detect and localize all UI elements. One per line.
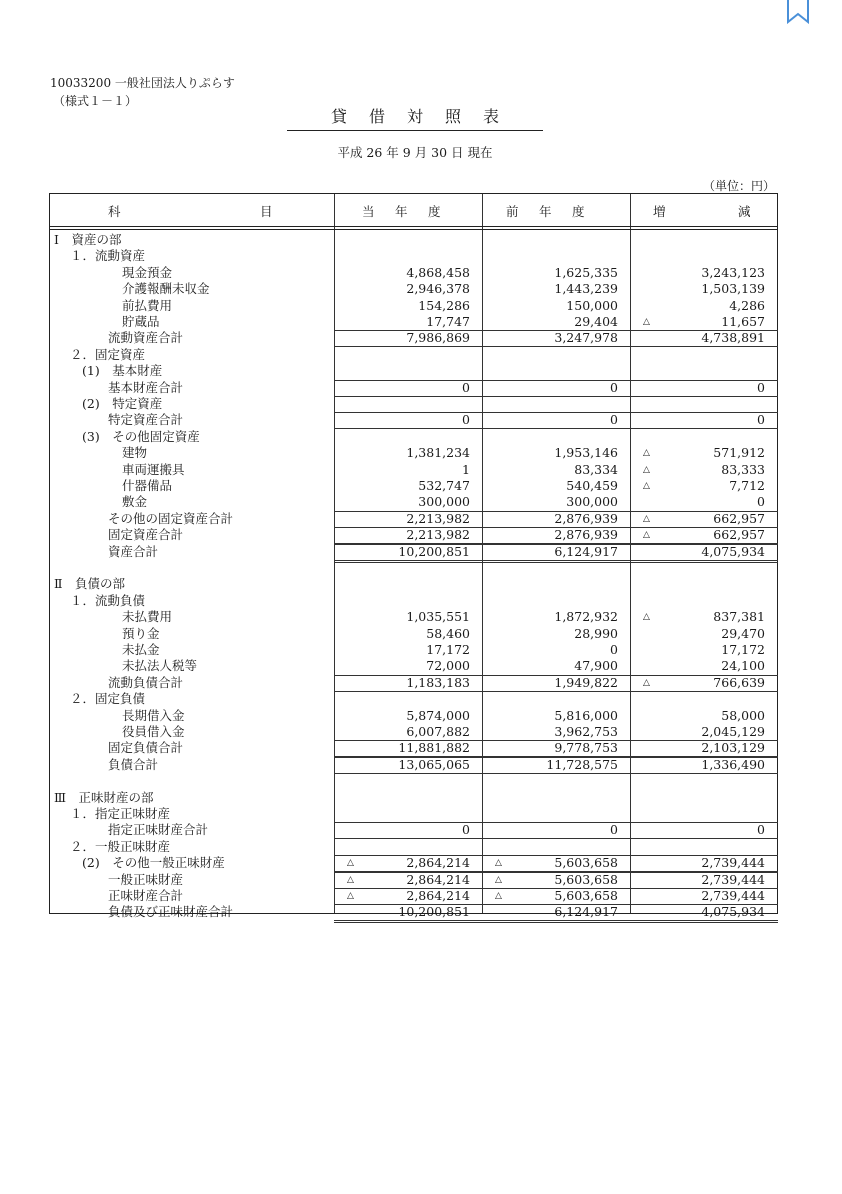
previous-value: 5,603,658 xyxy=(554,888,618,903)
table-row xyxy=(50,904,779,920)
current-value: 2,864,214 xyxy=(406,871,470,887)
total-rule xyxy=(482,822,630,823)
negative-marker: △ xyxy=(643,530,650,541)
currency-unit: （単位：円） xyxy=(702,179,775,193)
change-value: 2,739,444 xyxy=(701,888,765,903)
total-rule xyxy=(482,757,630,758)
change-value: 662,957 xyxy=(713,527,765,543)
table-row xyxy=(50,806,779,822)
current-value: 10,200,851 xyxy=(398,904,470,920)
current-value: 1,035,551 xyxy=(406,609,470,625)
row-label: (2) その他一般正味財産 xyxy=(82,855,225,871)
change-value: 58,000 xyxy=(721,707,765,723)
bookmark-icon[interactable] xyxy=(786,0,810,24)
change-value: 0 xyxy=(757,379,765,395)
previous-value: 1,625,335 xyxy=(554,264,618,280)
negative-marker: △ xyxy=(643,464,650,475)
current-value: 532,747 xyxy=(418,478,470,493)
table-row xyxy=(50,363,779,379)
change-value: 3,243,123 xyxy=(701,264,765,280)
table-row xyxy=(50,494,779,510)
change-value: 1,336,490 xyxy=(701,756,765,772)
total-rule xyxy=(334,888,482,889)
table-row xyxy=(50,281,779,297)
table-row xyxy=(50,380,779,396)
total-rule xyxy=(334,740,482,741)
table-row xyxy=(50,478,779,494)
total-rule xyxy=(482,675,630,676)
change-value: 4,286 xyxy=(729,297,765,313)
current-value: 154,286 xyxy=(418,297,470,313)
previous-value: 5,816,000 xyxy=(554,707,618,723)
total-rule xyxy=(482,904,630,905)
previous-value: 300,000 xyxy=(566,494,618,510)
table-row xyxy=(50,724,779,740)
previous-value: 28,990 xyxy=(574,625,618,641)
blank-row xyxy=(50,773,779,789)
previous-value: 83,334 xyxy=(574,461,618,477)
row-label: 役員借入金 xyxy=(122,724,185,739)
current-value: 0 xyxy=(462,379,470,395)
row-label: 什器備品 xyxy=(122,478,173,493)
change-value: 83,333 xyxy=(721,461,765,477)
row-label: ２．固定資産 xyxy=(70,346,146,362)
header-subject-2: 目 xyxy=(260,204,273,219)
table-row xyxy=(50,511,779,527)
previous-value: 6,124,917 xyxy=(554,904,618,920)
table-row xyxy=(50,839,779,855)
row-label: 正味財産合計 xyxy=(108,888,184,903)
previous-value: 0 xyxy=(610,822,618,838)
current-value: 2,864,214 xyxy=(406,855,470,871)
negative-marker: △ xyxy=(643,612,650,623)
row-label: (3) その他固定資産 xyxy=(82,428,200,444)
current-value: 4,868,458 xyxy=(406,264,470,280)
total-rule xyxy=(482,511,630,512)
row-label: ２．一般正味財産 xyxy=(70,838,171,854)
total-rule xyxy=(334,544,482,545)
row-label: 車両運搬具 xyxy=(122,461,185,477)
table-row xyxy=(50,429,779,445)
negative-marker: △ xyxy=(643,513,650,524)
header-subject: 科 xyxy=(108,204,121,219)
total-rule xyxy=(630,904,778,905)
header-change-a: 増 xyxy=(653,204,666,219)
report-date: 平成 26 年 9 月 30 日 現在 xyxy=(337,145,493,160)
previous-value: 0 xyxy=(610,379,618,395)
table-row xyxy=(50,757,779,773)
table-row xyxy=(50,527,779,543)
current-value: 1,381,234 xyxy=(406,445,470,461)
document-title: 貸借対照表 xyxy=(287,106,543,131)
total-rule xyxy=(630,872,778,873)
organization-line: 10033200 一般社団法人りぷらす xyxy=(50,76,235,90)
table-row xyxy=(50,872,779,888)
current-value: 13,065,065 xyxy=(398,756,470,772)
total-rule xyxy=(482,888,630,889)
previous-value: 1,443,239 xyxy=(554,281,618,297)
table-row xyxy=(50,330,779,346)
current-value: 2,946,378 xyxy=(406,281,470,297)
current-value: 58,460 xyxy=(426,625,470,641)
current-value: 1,183,183 xyxy=(406,674,470,690)
row-label: 基本財産合計 xyxy=(108,379,184,395)
table-row xyxy=(50,691,779,707)
total-rule xyxy=(630,888,778,889)
header-previous-year: 前 年 度 xyxy=(506,204,589,219)
table-row xyxy=(50,790,779,806)
previous-value: 2,876,939 xyxy=(554,527,618,543)
total-rule xyxy=(334,527,482,528)
total-rule xyxy=(482,920,630,921)
total-rule xyxy=(482,740,630,741)
row-label: 流動負債合計 xyxy=(108,674,184,690)
row-label: 資産合計 xyxy=(108,543,159,559)
negative-marker: △ xyxy=(643,448,650,459)
previous-value: 47,900 xyxy=(574,658,618,674)
total-rule xyxy=(334,675,482,676)
change-value: 4,738,891 xyxy=(701,330,765,346)
table-row xyxy=(50,347,779,363)
total-rule xyxy=(630,412,778,413)
table-row xyxy=(50,298,779,314)
change-value: 0 xyxy=(757,822,765,838)
change-value: 29,470 xyxy=(721,625,765,641)
row-label: 未払金 xyxy=(122,642,160,657)
row-label: 固定資産合計 xyxy=(108,527,184,543)
table-row xyxy=(50,740,779,756)
row-label: Ⅰ 資産の部 xyxy=(54,232,122,247)
current-value: 1 xyxy=(462,461,470,477)
total-rule xyxy=(630,920,778,921)
negative-marker: △ xyxy=(495,891,502,901)
current-value: 2,864,214 xyxy=(406,888,470,903)
row-label: 特定資産合計 xyxy=(108,412,184,428)
current-value: 2,213,982 xyxy=(406,510,470,526)
previous-value: 29,404 xyxy=(574,314,618,329)
table-row xyxy=(50,265,779,281)
current-value: 6,007,882 xyxy=(406,724,470,739)
row-label: (1) 基本財産 xyxy=(82,363,163,379)
change-value: 0 xyxy=(757,412,765,428)
row-label: 未払法人税等 xyxy=(122,658,198,674)
double-total-rule xyxy=(482,922,630,923)
table-row xyxy=(50,708,779,724)
current-value: 0 xyxy=(462,822,470,838)
total-rule xyxy=(334,920,482,921)
change-value: 24,100 xyxy=(721,658,765,674)
balance-sheet-table xyxy=(49,193,778,920)
change-value: 1,503,139 xyxy=(701,281,765,297)
total-rule xyxy=(482,872,630,873)
negative-marker: △ xyxy=(347,874,354,885)
total-rule xyxy=(630,740,778,741)
row-label: 固定負債合計 xyxy=(108,740,184,756)
total-rule xyxy=(482,412,630,413)
row-label: 建物 xyxy=(122,445,148,461)
table-row xyxy=(50,855,779,871)
previous-value: 0 xyxy=(610,642,618,657)
row-label: １．流動負債 xyxy=(70,592,146,608)
previous-value: 3,962,753 xyxy=(554,724,618,739)
total-rule xyxy=(630,757,778,758)
previous-value: 3,247,978 xyxy=(554,330,618,346)
header-change-b: 減 xyxy=(738,204,751,219)
row-label: 未払費用 xyxy=(122,609,173,625)
current-value: 5,874,000 xyxy=(406,707,470,723)
row-label: 指定正味財産合計 xyxy=(108,822,209,838)
negative-marker: △ xyxy=(643,677,650,688)
change-value: 2,045,129 xyxy=(701,724,765,739)
row-label: 前払費用 xyxy=(122,297,173,313)
change-value: 4,075,934 xyxy=(701,904,765,920)
current-value: 17,747 xyxy=(426,314,470,329)
total-rule xyxy=(482,330,630,331)
table-row xyxy=(50,544,779,560)
row-label: (2) 特定資産 xyxy=(82,396,163,411)
previous-value: 1,953,146 xyxy=(554,445,618,461)
table-row xyxy=(50,412,779,428)
previous-value: 6,124,917 xyxy=(554,543,618,559)
header-rule xyxy=(50,229,777,230)
total-rule xyxy=(482,527,630,528)
change-value: 17,172 xyxy=(721,642,765,657)
current-value: 2,213,982 xyxy=(406,527,470,543)
current-value: 72,000 xyxy=(426,658,470,674)
negative-marker: △ xyxy=(495,874,502,885)
total-rule xyxy=(482,855,630,856)
total-rule xyxy=(334,330,482,331)
table-row xyxy=(50,822,779,838)
total-rule xyxy=(630,527,778,528)
change-value: 11,657 xyxy=(721,314,765,329)
change-value: 0 xyxy=(757,494,765,510)
current-value: 11,881,882 xyxy=(398,740,470,756)
row-label: Ⅱ 負債の部 xyxy=(54,576,125,592)
total-rule xyxy=(630,544,778,545)
total-rule xyxy=(630,511,778,512)
row-label: 介護報酬未収金 xyxy=(122,281,210,297)
row-label: 長期借入金 xyxy=(122,707,185,723)
previous-value: 540,459 xyxy=(566,478,618,493)
total-rule xyxy=(630,330,778,331)
table-row xyxy=(50,232,779,248)
table-row xyxy=(50,675,779,691)
header-current-year: 当 年 度 xyxy=(362,204,445,219)
previous-value: 9,778,753 xyxy=(554,740,618,756)
double-total-rule xyxy=(334,922,482,923)
current-value: 10,200,851 xyxy=(398,543,470,559)
table-row xyxy=(50,642,779,658)
row-label: 預り金 xyxy=(122,625,160,641)
current-value: 300,000 xyxy=(418,494,470,510)
total-rule xyxy=(630,855,778,856)
previous-value: 1,949,822 xyxy=(554,674,618,690)
table-row xyxy=(50,462,779,478)
total-rule xyxy=(482,544,630,545)
blank-row xyxy=(50,560,779,576)
change-value: 2,103,129 xyxy=(701,740,765,756)
negative-marker: △ xyxy=(347,858,354,869)
change-value: 837,381 xyxy=(713,609,765,625)
row-label: その他の固定資産合計 xyxy=(108,510,234,526)
row-label: ２．固定負債 xyxy=(70,691,146,707)
total-rule xyxy=(334,757,482,758)
change-value: 2,739,444 xyxy=(701,855,765,871)
row-label: Ⅲ 正味財産の部 xyxy=(54,789,154,805)
table-row xyxy=(50,396,779,412)
total-rule xyxy=(630,380,778,381)
previous-value: 5,603,658 xyxy=(554,855,618,871)
row-label: 一般正味財産 xyxy=(108,871,184,887)
row-label: 負債及び正味財産合計 xyxy=(108,904,234,920)
total-rule xyxy=(630,675,778,676)
table-row xyxy=(50,888,779,904)
current-value: 17,172 xyxy=(426,642,470,657)
previous-value: 5,603,658 xyxy=(554,871,618,887)
change-value: 2,739,444 xyxy=(701,871,765,887)
total-rule xyxy=(334,872,482,873)
table-row xyxy=(50,248,779,264)
previous-value: 150,000 xyxy=(566,297,618,313)
table-row xyxy=(50,593,779,609)
row-label: 現金預金 xyxy=(122,264,173,280)
current-value: 7,986,869 xyxy=(406,330,470,346)
row-label: １．指定正味財産 xyxy=(70,806,171,821)
total-rule xyxy=(334,904,482,905)
table-row xyxy=(50,445,779,461)
table-row xyxy=(50,314,779,330)
table-row xyxy=(50,658,779,674)
row-label: 貯蔵品 xyxy=(122,314,160,329)
previous-value: 0 xyxy=(610,412,618,428)
change-value: 662,957 xyxy=(713,510,765,526)
total-rule xyxy=(334,511,482,512)
double-total-rule xyxy=(630,922,778,923)
row-label: １．流動資産 xyxy=(70,248,146,264)
total-rule xyxy=(334,412,482,413)
total-rule xyxy=(334,855,482,856)
row-label: 敷金 xyxy=(122,494,148,510)
row-label: 負債合計 xyxy=(108,756,159,772)
change-value: 7,712 xyxy=(729,478,765,493)
table-row xyxy=(50,609,779,625)
negative-marker: △ xyxy=(643,317,650,327)
total-rule xyxy=(630,822,778,823)
previous-value: 2,876,939 xyxy=(554,510,618,526)
total-rule xyxy=(482,380,630,381)
total-rule xyxy=(334,822,482,823)
header-rule xyxy=(50,226,777,227)
table-row xyxy=(50,626,779,642)
change-value: 4,075,934 xyxy=(701,543,765,559)
previous-value: 1,872,932 xyxy=(554,609,618,625)
change-value: 571,912 xyxy=(713,445,765,461)
row-label: 流動資産合計 xyxy=(108,330,184,346)
current-value: 0 xyxy=(462,412,470,428)
form-number: （様式１－１） xyxy=(53,94,138,108)
table-row xyxy=(50,576,779,592)
change-value: 766,639 xyxy=(713,674,765,690)
negative-marker: △ xyxy=(495,858,502,869)
negative-marker: △ xyxy=(643,481,650,491)
total-rule xyxy=(334,380,482,381)
previous-value: 11,728,575 xyxy=(546,756,618,772)
negative-marker: △ xyxy=(347,891,354,901)
